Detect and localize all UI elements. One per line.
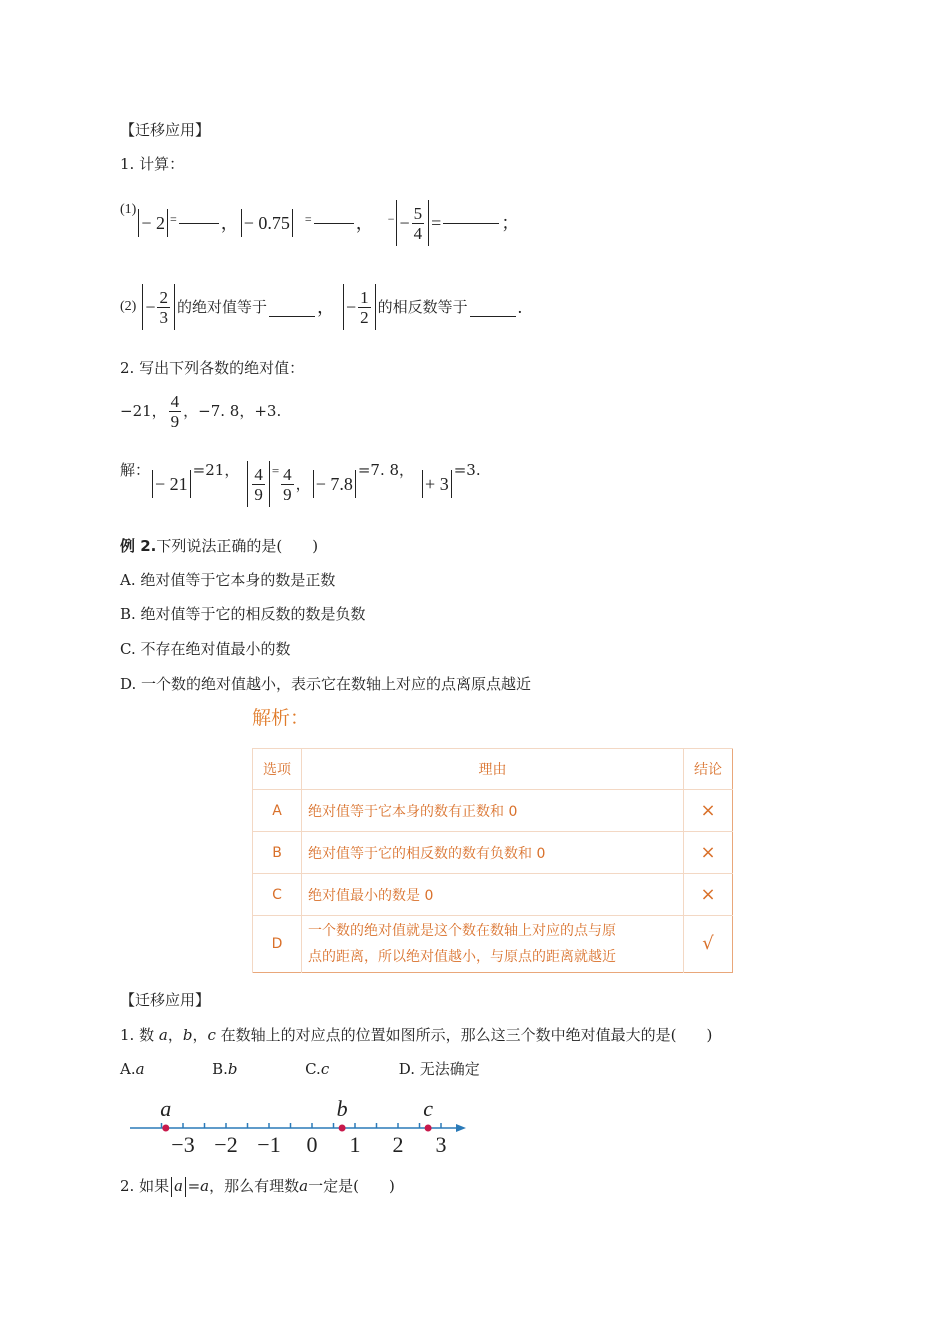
tick-label: 3 [435, 1132, 447, 1157]
number-line [120, 1092, 480, 1162]
example-2-option-b: B. 绝对值等于它的相反数的数是负数 [120, 605, 366, 623]
question-2-title: 2. 写出下列各数的绝对值： [120, 359, 305, 377]
q1-part2: (2) − $\frac{2}{3}$ 的绝对值等于 ， − $\frac{1}{2}$ 的相反数等于 . [120, 284, 522, 330]
point-b [339, 1125, 346, 1132]
point-a [162, 1125, 169, 1132]
point-label-b: b [336, 1096, 348, 1121]
point-label-c: c [423, 1096, 433, 1121]
point-label-a: a [160, 1096, 172, 1121]
section-heading-1: 【迁移应用】 [120, 121, 211, 139]
fraction-4-9: $\frac{4}{9}$ [170, 391, 180, 431]
example-2-option-a: A. 绝对值等于它本身的数是正数 [120, 571, 336, 589]
point-c [425, 1125, 432, 1132]
tick-label: −3 [171, 1132, 195, 1157]
analysis-table [252, 748, 733, 973]
header-reason: 理由 [302, 749, 684, 790]
example-2-option-d: D. 一个数的绝对值越小，表示它在数轴上对应的点离原点越近 [120, 675, 532, 693]
tick-label: 0 [306, 1132, 318, 1157]
s2-options: A.a B.b C.c D. 无法确定 [120, 1060, 480, 1078]
s2-question-2: 2. 如果 a =a，那么有理数a一定是( ) [120, 1176, 395, 1195]
abs-expr-neg075: − 0.75 [243, 213, 290, 233]
table-row: B 绝对值等于它的相反数的数有负数和 0 × [253, 832, 733, 874]
fraction-1-2: $\frac{1}{2}$ [360, 287, 369, 327]
tick-label: −2 [214, 1132, 238, 1157]
table-row: A 绝对值等于它本身的数有正数和 0 × [253, 790, 733, 832]
tick-label: 1 [349, 1132, 361, 1157]
example-2-option-c: C. 不存在绝对值最小的数 [120, 640, 291, 658]
example-2-stem: 例 2.下列说法正确的是( ) [120, 537, 319, 555]
q2-numbers: −21， $\frac{4}{9}$ ，−7. 8，+3. [120, 391, 282, 431]
tick-label: 2 [392, 1132, 404, 1157]
tick-label: −1 [257, 1132, 281, 1157]
q1-part1: (1) − 2 = ， − 0.75 = ， − − $\frac{5}{4}$ = ； [120, 200, 519, 246]
section-heading-2: 【迁移应用】 [120, 991, 211, 1009]
s2-question-1: 1. 数 a，b，c 在数轴上的对应点的位置如图所示，那么这三个数中绝对值最大的是( ) [120, 1026, 713, 1044]
q2-solution: 解： − 21 =21， $\frac{4}{9}$ = $\frac{4}{9}$ ， − 7.8 =7. 8， + 3 =3. [120, 460, 481, 508]
analysis-title: 解析： [252, 707, 310, 729]
question-1-title: 1. 计算： [120, 155, 185, 173]
table-row: C 绝对值最小的数是 0 × [253, 874, 733, 916]
q1-part1-label: (1) [120, 202, 137, 217]
header-option: 选项 [253, 749, 302, 790]
number-line-arrow [456, 1124, 466, 1132]
fraction-5-4: $\frac{5}{4}$ [413, 203, 423, 243]
abs-expr-neg2: − 2 [141, 213, 165, 233]
table-row: D 一个数的绝对值就是这个数在数轴上对应的点与原 点的距离，所以绝对值越小，与原点的距离就越近 √ [253, 916, 733, 973]
header-verdict: 结论 [684, 749, 733, 790]
fraction-2-3: $\frac{2}{3}$ [159, 287, 168, 327]
